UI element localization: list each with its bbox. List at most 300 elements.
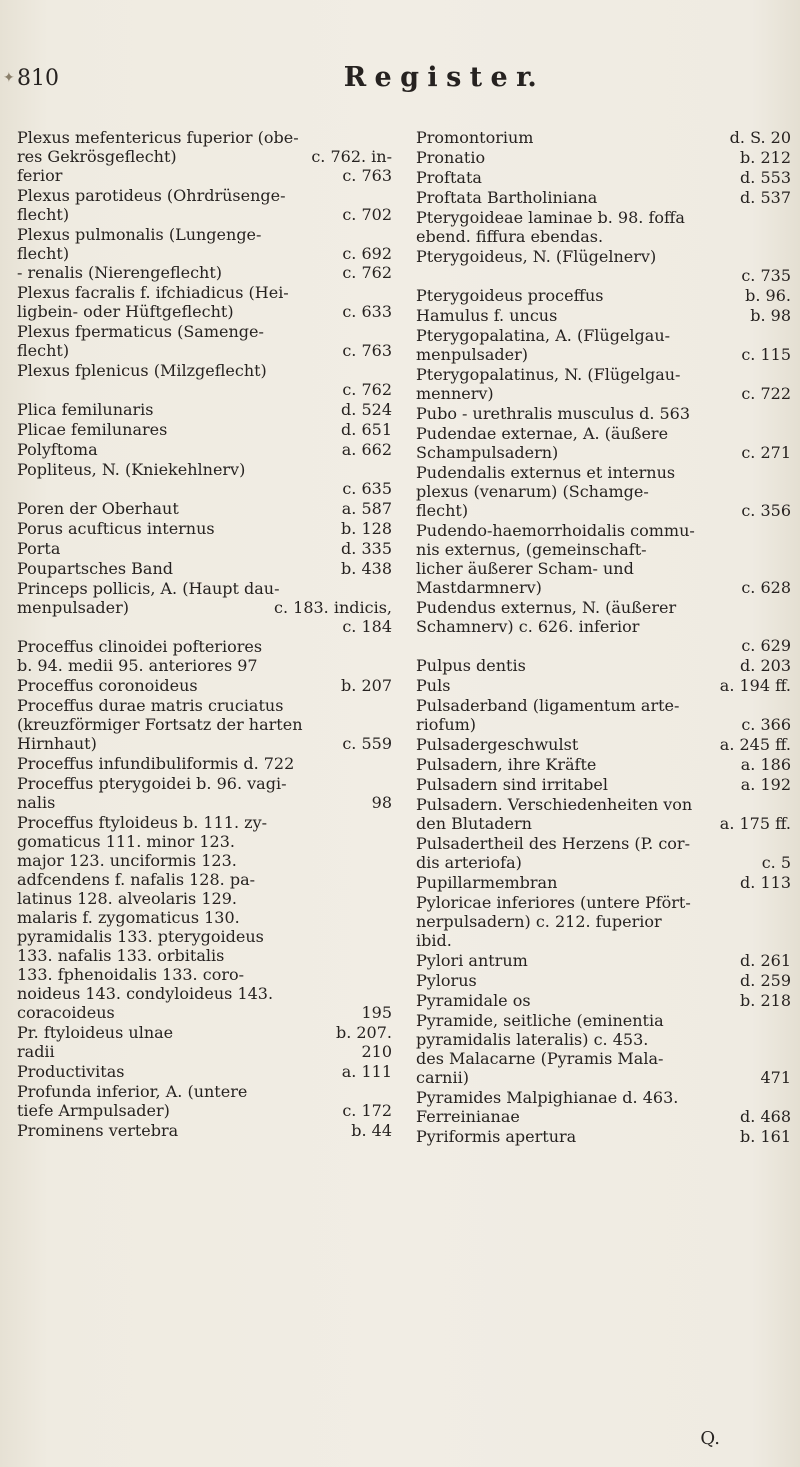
entry-line	[17, 734, 392, 753]
entry-text: dis arteriofa)	[416, 853, 522, 872]
entry-reference: b. 207.	[335, 1023, 392, 1042]
entry-text: Pterygoideus proceffus	[416, 286, 604, 305]
entry-reference: c. 628	[741, 578, 791, 597]
entry-line	[17, 225, 392, 244]
entry-text: carnii)	[416, 1068, 469, 1087]
entry-text: Proceffus infundibuliformis d. 722	[17, 754, 295, 773]
index-entry	[416, 128, 791, 147]
index-entry	[17, 519, 392, 538]
entry-reference: c. 172	[342, 1101, 392, 1120]
entry-line	[17, 579, 392, 598]
entry-text: coracoideus	[17, 1003, 115, 1022]
entry-text: Puls	[416, 676, 451, 695]
entry-text: Pyriformis apertura	[416, 1127, 577, 1146]
entry-line	[17, 1101, 392, 1120]
entry-reference: a. 194 ff.	[719, 676, 791, 695]
index-entry	[416, 676, 791, 695]
entry-text: Proftata Bartholiniana	[416, 188, 598, 207]
entry-line	[416, 814, 791, 833]
index-entry	[416, 1088, 791, 1126]
entry-text: Pudendo-haemorrhoidalis commu-	[416, 521, 695, 540]
entry-line	[416, 188, 791, 207]
entry-line	[17, 832, 392, 851]
entry-text: ferior	[17, 166, 63, 185]
entry-line	[416, 834, 791, 853]
index-entry	[17, 128, 392, 185]
entry-line	[17, 851, 392, 870]
entry-text: Pyloricae inferiores (untere Pfört-	[416, 893, 691, 912]
index-entry	[17, 283, 392, 321]
entry-line	[17, 559, 392, 578]
entry-line	[17, 870, 392, 889]
entry-line	[17, 166, 392, 185]
entry-text: Porta	[17, 539, 61, 558]
entry-line	[17, 1082, 392, 1101]
entry-line	[416, 482, 791, 501]
entry-text: Pulsadergeschwulst	[416, 735, 579, 754]
entry-line	[416, 715, 791, 734]
entry-line	[17, 927, 392, 946]
entry-line	[17, 380, 392, 399]
index-entry	[17, 322, 392, 360]
entry-line	[17, 283, 392, 302]
entry-text: Pupillarmembran	[416, 873, 558, 892]
entry-text: Prominens vertebra	[17, 1121, 179, 1140]
entry-text: flecht)	[17, 244, 70, 263]
entry-line	[416, 696, 791, 715]
entry-line	[416, 873, 791, 892]
page-header	[0, 62, 800, 102]
entry-text: Poren der Oberhaut	[17, 499, 179, 518]
entry-text: gomaticus 111. minor 123.	[17, 832, 235, 851]
index-entry	[416, 951, 791, 970]
entry-text: Pterygoideus, N. (Flügelnerv)	[416, 247, 657, 266]
entry-line	[416, 501, 791, 520]
entry-text: Plicae femilunares	[17, 420, 168, 439]
entry-text: Plexus fpermaticus (Samenge-	[17, 322, 264, 341]
entry-reference: b. 438	[341, 559, 392, 578]
entry-text: flecht)	[416, 501, 469, 520]
entry-text: Proceffus coronoideus	[17, 676, 198, 695]
entry-reference: a. 662	[341, 440, 392, 459]
entry-text: Plexus fplenicus (Milzgeflecht)	[17, 361, 267, 380]
entry-text: pyramidalis 133. pterygoideus	[17, 927, 264, 946]
entry-line	[17, 754, 392, 773]
entry-line	[17, 889, 392, 908]
index-entry	[416, 873, 791, 892]
entry-text: Pudendae externae, A. (äußere	[416, 424, 669, 443]
entry-reference: c. 762	[342, 380, 392, 399]
index-entry	[17, 579, 392, 636]
entry-line	[17, 793, 392, 812]
entry-line	[17, 676, 392, 695]
entry-reference: c. 271	[741, 443, 791, 462]
entry-reference: c. 702	[342, 205, 392, 224]
entry-reference: a. 192	[740, 775, 791, 794]
index-entry	[17, 696, 392, 753]
index-entry	[416, 755, 791, 774]
entry-reference: b. 96.	[745, 286, 791, 305]
entry-text: Pulsaderband (ligamentum arte-	[416, 696, 680, 715]
entry-line	[416, 424, 791, 443]
entry-reference: d. S. 20	[729, 128, 791, 147]
entry-line	[17, 813, 392, 832]
entry-reference: 471	[760, 1068, 791, 1087]
entry-line	[17, 946, 392, 965]
entry-text: Pulsadertheil des Herzens (P. cor-	[416, 834, 690, 853]
index-entry	[17, 1082, 392, 1120]
entry-line	[17, 539, 392, 558]
entry-reference: d. 113	[740, 873, 791, 892]
entry-text: Polyftoma	[17, 440, 98, 459]
entry-text: nis externus, (gemeinschaft-	[416, 540, 647, 559]
entry-line	[416, 1049, 791, 1068]
entry-line	[416, 971, 791, 990]
entry-reference: d. 553	[740, 168, 791, 187]
index-entry	[416, 1127, 791, 1146]
entry-line	[416, 893, 791, 912]
entry-text: Poupartsches Band	[17, 559, 173, 578]
running-title	[0, 62, 800, 93]
entry-reference: a. 245 ff.	[719, 735, 791, 754]
entry-reference: a. 111	[341, 1062, 392, 1081]
entry-line	[416, 521, 791, 540]
entry-text: pyramidalis lateralis) c. 453.	[416, 1030, 649, 1049]
entry-line	[416, 345, 791, 364]
entry-text: radii	[17, 1042, 55, 1061]
entry-text: b. 94. medii 95. anteriores 97	[17, 656, 258, 675]
index-entry	[17, 1062, 392, 1081]
entry-text: Proceffus pterygoidei b. 96. vagi-	[17, 774, 287, 793]
entry-text: menpulsader)	[17, 598, 129, 617]
index-entry	[416, 893, 791, 950]
entry-reference: c. 356	[741, 501, 791, 520]
entry-line	[17, 322, 392, 341]
entry-text: tiefe Armpulsader)	[17, 1101, 170, 1120]
entry-reference: b. 98	[750, 306, 791, 325]
entry-line	[416, 365, 791, 384]
entry-reference: c. 183. indicis,	[274, 598, 392, 617]
entry-reference: c. 184	[342, 617, 392, 636]
entry-text: noideus 143. condyloideus 143.	[17, 984, 274, 1003]
entry-line	[17, 774, 392, 793]
index-column-right	[416, 128, 791, 1147]
entry-reference: d. 261	[740, 951, 791, 970]
entry-reference: b. 212	[740, 148, 791, 167]
entry-line	[416, 1127, 791, 1146]
entry-line	[416, 755, 791, 774]
index-entry	[416, 306, 791, 325]
index-entry	[416, 656, 791, 675]
entry-line	[416, 636, 791, 655]
index-entry	[416, 463, 791, 520]
entry-line	[17, 244, 392, 263]
entry-text: 133. nafalis 133. orbitalis	[17, 946, 225, 965]
entry-text: Pyramides Malpighianae d. 463.	[416, 1088, 679, 1107]
entry-line	[17, 341, 392, 360]
entry-reference: c. 115	[741, 345, 791, 364]
entry-line	[17, 1062, 392, 1081]
entry-line	[17, 205, 392, 224]
entry-line	[416, 463, 791, 482]
entry-text: den Blutadern	[416, 814, 532, 833]
entry-line	[17, 128, 392, 147]
entry-text: Pyramide, seitliche (eminentia	[416, 1011, 664, 1030]
entry-line	[416, 1030, 791, 1049]
entry-line	[416, 208, 791, 227]
entry-text: Pulsadern. Verschiedenheiten von	[416, 795, 693, 814]
entry-line	[17, 617, 392, 636]
entry-reference: c. 763	[342, 166, 392, 185]
entry-text: Pudendus externus, N. (äußerer	[416, 598, 677, 617]
entry-text: Pylori antrum	[416, 951, 528, 970]
entry-line	[17, 1042, 392, 1061]
entry-text: flecht)	[17, 205, 70, 224]
entry-line	[17, 460, 392, 479]
index-entry	[17, 1121, 392, 1140]
entry-line	[416, 656, 791, 675]
entry-text: Proftata	[416, 168, 482, 187]
entry-text: Princeps pollicis, A. (Haupt dau-	[17, 579, 280, 598]
entry-line	[416, 286, 791, 305]
index-entry	[17, 774, 392, 812]
index-entry	[416, 326, 791, 364]
entry-text: Pterygopalatinus, N. (Flügelgau-	[416, 365, 681, 384]
entry-text: Pulsadern sind irritabel	[416, 775, 608, 794]
entry-text: riofum)	[416, 715, 477, 734]
entry-text: adfcendens f. nafalis 128. pa-	[17, 870, 256, 889]
entry-text: ebend. fiffura ebendas.	[416, 227, 604, 246]
entry-line	[416, 148, 791, 167]
entry-reference: 195	[361, 1003, 392, 1022]
entry-reference: b. 161	[740, 1127, 791, 1146]
index-entry	[416, 208, 791, 246]
page-number: 810	[17, 66, 59, 91]
entry-line	[17, 479, 392, 498]
index-entry	[17, 813, 392, 1022]
index-entry	[17, 400, 392, 419]
entry-text: Proceffus clinoidei pofteriores	[17, 637, 263, 656]
entry-line	[416, 795, 791, 814]
entry-reference: c. 762. in-	[311, 147, 392, 166]
entry-text: Popliteus, N. (Kniekehlnerv)	[17, 460, 246, 479]
entry-reference: b. 218	[740, 991, 791, 1010]
margin-mark: ✦	[3, 70, 15, 86]
entry-line	[416, 598, 791, 617]
entry-reference: a. 587	[341, 499, 392, 518]
entry-line	[17, 519, 392, 538]
entry-reference: c. 735	[741, 266, 791, 285]
index-entry	[17, 420, 392, 439]
entry-text: Plexus facralis f. ifchiadicus (Hei-	[17, 283, 289, 302]
entry-text: des Malacarne (Pyramis Mala-	[416, 1049, 664, 1068]
entry-reference: c. 763	[342, 341, 392, 360]
entry-line	[416, 384, 791, 403]
entry-text: Pronatio	[416, 148, 486, 167]
entry-line	[17, 302, 392, 321]
entry-line	[416, 227, 791, 246]
entry-reference: d. 651	[341, 420, 392, 439]
entry-text: Pterygopalatina, A. (Flügelgau-	[416, 326, 671, 345]
entry-line	[416, 1011, 791, 1030]
entry-text: Schamnerv) c. 626. inferior	[416, 617, 640, 636]
index-entry	[416, 795, 791, 833]
entry-text: Pyramidale os	[416, 991, 531, 1010]
entry-reference: c. 366	[741, 715, 791, 734]
entry-text: Plexus pulmonalis (Lungenge-	[17, 225, 262, 244]
index-entry	[17, 676, 392, 695]
entry-line	[416, 1068, 791, 1087]
catchword: Q.	[700, 1428, 720, 1449]
entry-reference: c. 5	[761, 853, 791, 872]
entry-line	[17, 715, 392, 734]
index-entry	[416, 365, 791, 403]
entry-reference: d. 468	[740, 1107, 791, 1126]
entry-reference: c. 692	[342, 244, 392, 263]
entry-text: Proceffus ftyloideus b. 111. zy-	[17, 813, 268, 832]
index-entry	[416, 188, 791, 207]
entry-reference: c. 633	[342, 302, 392, 321]
entry-text: licher äußerer Scham- und	[416, 559, 634, 578]
entry-reference: 98	[371, 793, 392, 812]
entry-line	[416, 578, 791, 597]
entry-text: ligbein- oder Hüftgeflecht)	[17, 302, 234, 321]
entry-text: major 123. unciformis 123.	[17, 851, 237, 870]
entry-text: menpulsader)	[416, 345, 528, 364]
entry-reference: d. 524	[341, 400, 392, 419]
entry-text: Pulsadern, ihre Kräfte	[416, 755, 597, 774]
index-entry	[416, 775, 791, 794]
entry-reference: a. 175 ff.	[719, 814, 791, 833]
entry-text: res Gekrösgeflecht)	[17, 147, 177, 166]
entry-text: plexus (venarum) (Schamge-	[416, 482, 649, 501]
entry-text: Plica femilunaris	[17, 400, 154, 419]
entry-text: Profunda inferior, A. (untere	[17, 1082, 248, 1101]
entry-text: malaris f. zygomaticus 130.	[17, 908, 240, 927]
entry-line	[17, 400, 392, 419]
entry-reference: c. 629	[741, 636, 791, 655]
index-entry	[416, 148, 791, 167]
entry-reference: c. 559	[342, 734, 392, 753]
entry-line	[416, 540, 791, 559]
entry-text: nerpulsadern) c. 212. fuperior	[416, 912, 662, 931]
entry-text: Promontorium	[416, 128, 534, 147]
entry-reference: c. 722	[741, 384, 791, 403]
entry-text: Plexus parotideus (Ohrdrüsenge-	[17, 186, 286, 205]
entry-line	[17, 656, 392, 675]
entry-reference: d. 537	[740, 188, 791, 207]
entry-text: Pterygoideae laminae b. 98. foffa	[416, 208, 685, 227]
entry-text: Porus acufticus internus	[17, 519, 215, 538]
index-entry	[416, 971, 791, 990]
entry-line	[416, 617, 791, 636]
entry-line	[416, 443, 791, 462]
entry-line	[17, 965, 392, 984]
entry-line	[17, 984, 392, 1003]
entry-reference: a. 186	[740, 755, 791, 774]
entry-reference: b. 44	[351, 1121, 392, 1140]
entry-line	[17, 1023, 392, 1042]
entry-text: 133. fphenoidalis 133. coro-	[17, 965, 245, 984]
entry-line	[416, 1107, 791, 1126]
entry-line	[416, 676, 791, 695]
index-entry	[17, 499, 392, 518]
entry-reference: c. 635	[342, 479, 392, 498]
entry-line	[416, 912, 791, 931]
entry-text: Pudendalis externus et internus	[416, 463, 676, 482]
entry-text: (kreuzförmiger Fortsatz der harten	[17, 715, 303, 734]
index-entry	[416, 1011, 791, 1087]
index-entry	[17, 440, 392, 459]
entry-line	[416, 404, 791, 423]
entry-text: Schampulsadern)	[416, 443, 559, 462]
entry-reference: c. 762	[342, 263, 392, 282]
entry-line	[17, 186, 392, 205]
entry-line	[416, 951, 791, 970]
entry-line	[17, 440, 392, 459]
entry-line	[17, 637, 392, 656]
entry-line	[17, 499, 392, 518]
entry-text: Mastdarmnerv)	[416, 578, 542, 597]
index-entry	[416, 424, 791, 462]
running-title-text: R e g i s t e r.	[343, 62, 537, 93]
entry-line	[416, 247, 791, 266]
entry-text: Productivitas	[17, 1062, 125, 1081]
index-entry	[416, 521, 791, 597]
entry-text: latinus 128. alveolaris 129.	[17, 889, 237, 908]
index-entry	[416, 168, 791, 187]
entry-reference: d. 335	[341, 539, 392, 558]
index-entry	[17, 559, 392, 578]
index-entry	[17, 539, 392, 558]
entry-text: mennerv)	[416, 384, 494, 403]
index-entry	[416, 696, 791, 734]
entry-line	[416, 1088, 791, 1107]
entry-text: ibid.	[416, 931, 452, 950]
entry-text: Hamulus f. uncus	[416, 306, 558, 325]
entry-text: flecht)	[17, 341, 70, 360]
entry-text: Ferreinianae	[416, 1107, 520, 1126]
entry-line	[416, 306, 791, 325]
index-entry	[17, 637, 392, 675]
entry-text: Pulpus dentis	[416, 656, 526, 675]
index-entry	[17, 1023, 392, 1061]
entry-line	[416, 991, 791, 1010]
entry-reference: b. 128	[341, 519, 392, 538]
entry-line	[416, 559, 791, 578]
entry-text: Pr. ftyloideus ulnae	[17, 1023, 174, 1042]
entry-reference: b. 207	[341, 676, 392, 695]
index-entry	[17, 225, 392, 282]
entry-reference: 210	[361, 1042, 392, 1061]
entry-line	[17, 263, 392, 282]
index-entry	[416, 991, 791, 1010]
index-entry	[416, 404, 791, 423]
entry-line	[416, 128, 791, 147]
entry-line	[416, 266, 791, 285]
entry-reference: d. 259	[740, 971, 791, 990]
entry-line	[416, 168, 791, 187]
entry-line	[416, 853, 791, 872]
entry-line	[17, 361, 392, 380]
entry-line	[416, 735, 791, 754]
entry-line	[416, 931, 791, 950]
entry-line	[17, 696, 392, 715]
entry-line	[17, 1003, 392, 1022]
entry-text: Pylorus	[416, 971, 477, 990]
entry-text: nalis	[17, 793, 56, 812]
index-column-left	[17, 128, 392, 1141]
